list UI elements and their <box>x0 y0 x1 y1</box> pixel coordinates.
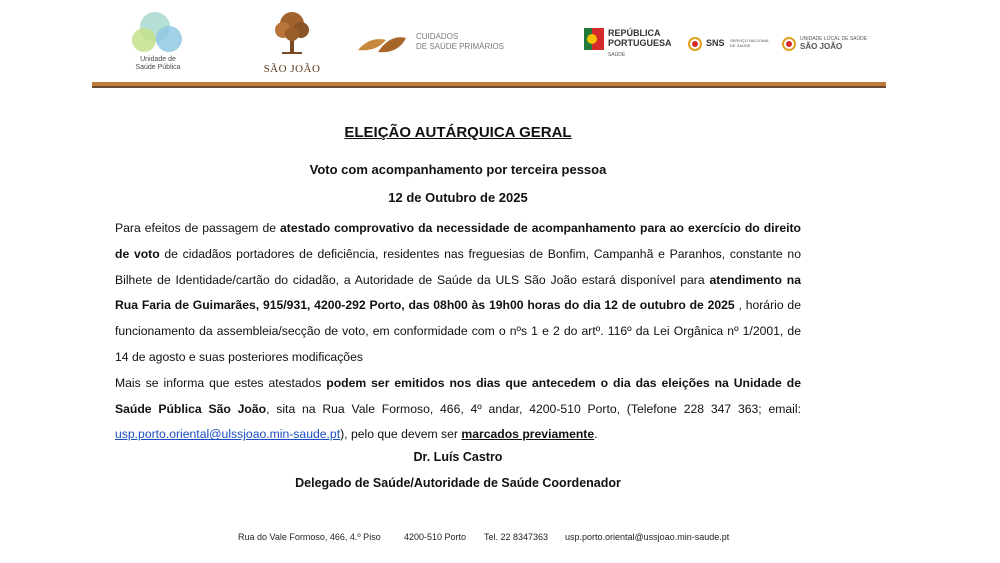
usp-circles-icon <box>132 12 184 54</box>
signatory-role: Delegado de Saúde/Autoridade de Saúde Coordenador <box>295 476 621 490</box>
sao-joao-logo <box>252 10 332 75</box>
footer-phone: Tel. 22 8347363 <box>484 532 549 542</box>
notice-date: 12 de Outubro de 2025 <box>388 190 528 205</box>
csp-logo <box>356 30 516 60</box>
rp-logo-sub: SAÚDE <box>608 52 626 58</box>
notice-title: ELEIÇÃO AUTÁRQUICA GERAL <box>344 124 572 141</box>
csp-logo-text: CUIDADOS DE SAÚDE PRIMÁRIOS <box>416 32 505 51</box>
paragraph-attestation: Para efeitos de passagem de atestado comprovativo da necessidade de acompanhamento para ao exercício do direito de voto de cidadãos portadores de deficiência, residentes nas freguesias de Bonfim, Campanhã e Paranhos, constante no Bilhete de Identidade/cartão do cidadão, a Autoridade de Saúde da ULS São João estará disponível para atendimento na Rua Faria de Guimarães, 915/931, 4200-292 Porto, das 08h00 às 19h00 horas do dia 12 de outubro de 2025 , horário de funcionamento da assembleia/secção de voto, em conformidade com o nºs 1 e 2 do artº. 116º da Lei Orgânica nº 1/2001, de 14 de agosto e suas posteriores modificações <box>115 221 802 364</box>
sao-joao-logo-text: SÃO JOÃO <box>263 63 321 75</box>
usp-logo-text: Unidade de Saúde Pública <box>135 56 181 71</box>
uls-logo-text: SÃO JOÃO <box>800 42 843 51</box>
sns-logo <box>688 36 772 52</box>
republica-portuguesa-logo <box>584 28 684 64</box>
notice-subtitle: Voto com acompanhamento por terceira pessoa <box>309 162 607 177</box>
tree-icon <box>272 10 312 56</box>
paragraph-appointment: Mais se informa que estes atestados podem ser emitidos nos dias que antecedem o dia das eleições na Unidade de Saúde Pública São João, sita na Rua Vale Formoso, 466, 4º andar, 4200-510 Porto, (Telefone 228 347 363; email: usp.porto.oriental@ulssjoao.min-saude.pt), pelo que devem ser marcados previamente. <box>115 375 802 442</box>
footer-postal: 4200-510 Porto <box>404 532 467 542</box>
usp-logo <box>128 12 188 72</box>
letterhead <box>0 0 1000 90</box>
header-rule <box>92 82 886 88</box>
email-link[interactable]: usp.porto.oriental@ulssjoao.min-saude.pt <box>115 427 341 442</box>
flag-icon <box>584 28 604 50</box>
uls-logo-sub: UNIDADE LOCAL DE SAÚDE <box>800 36 868 42</box>
notice-body <box>115 216 801 448</box>
sns-logo-text: SNS <box>706 38 725 48</box>
sns-circle-icon <box>688 37 702 51</box>
uls-logo <box>782 36 882 52</box>
leaf-icon <box>356 32 408 56</box>
footer-address: Rua do Vale Formoso, 466, 4.º Piso <box>238 532 381 542</box>
rp-logo-text: REPÚBLICA PORTUGUESA <box>608 28 672 48</box>
signatory-name: Dr. Luís Castro <box>413 450 503 464</box>
footer-email: usp.porto.oriental@ussjoao.min-saude.pt <box>565 532 730 542</box>
uls-circle-icon <box>782 37 796 51</box>
sns-logo-sub: SERVIÇO NACIONAL DE SAÚDE <box>730 38 770 48</box>
